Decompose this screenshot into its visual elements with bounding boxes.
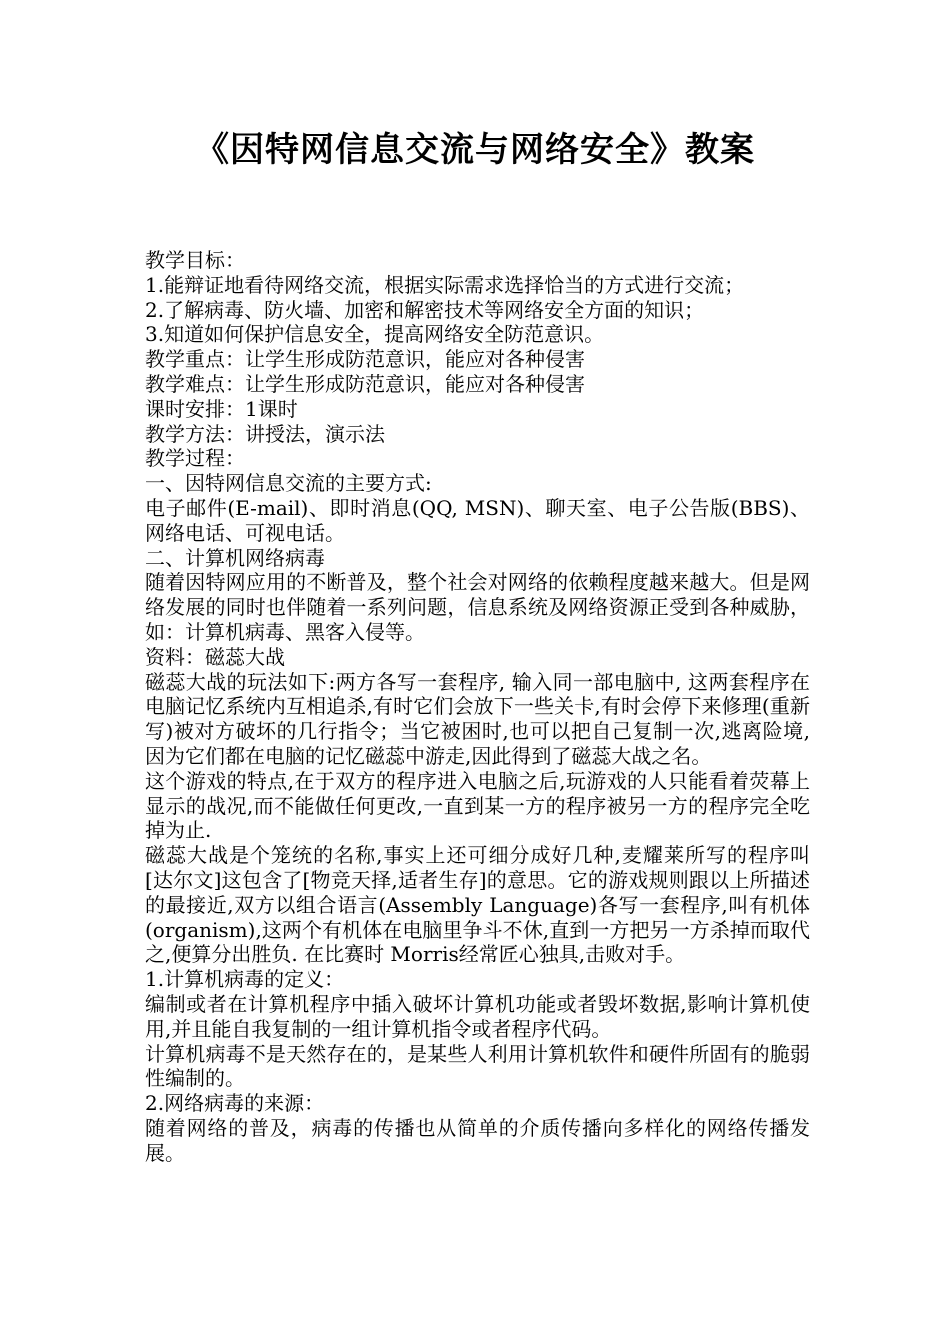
- paragraph-objectives-heading: 教学目标：: [145, 248, 245, 272]
- document-title: 《因特网信息交流与网络安全》教案: [195, 130, 755, 170]
- paragraph-difficulty: 教学难点：让学生形成防范意识，能应对各种侵害: [145, 371, 585, 396]
- paragraph-objective-3: 3.知道如何保护信息安全，提高网络安全防范意识。: [145, 322, 605, 347]
- paragraph-core-war-features: 这个游戏的特点,在于双方的程序进入电脑之后,玩游戏的人只能看着荧幕上显示的战况,而不能做任何更改,一直到某一方的程序被另一方的程序完全吃掉为止.: [145, 768, 810, 843]
- paragraph-teaching-method: 教学方法：讲授法，演示法: [145, 421, 385, 446]
- section-heading-2: 二、计算机网络病毒: [145, 545, 325, 570]
- paragraph-class-hours: 课时安排：1课时: [145, 396, 298, 421]
- paragraph-core-war-darwin: 磁蕊大战是个笼统的名称,事实上还可细分成好几种,麦耀莱所写的程序叫 [达尔文]这包含了[物竞天择,适者生存]的意思。它的游戏规则跟以上所描述的最接近,双方以组合语言(Assembly Language)各写一套程序,叫有机体(organism),这两个有机体在电脑里争斗不休,直到一方把另一方杀掉而取代之,便算分出胜负. 在比赛时 Morris经常匠心独具,击败对手。: [145, 843, 810, 967]
- paragraph-core-war-rules: 磁蕊大战的玩法如下:两方各写一套程序, 输入同一部电脑中, 这两套程序在电脑记忆系统内互相追杀,有时它们会放下一些关卡,有时会停下来修理(重新写)被对方破坏的几行指令；当它被困时,也可以把自己复制一次,逃离险境,因为它们都在电脑的记忆磁蕊中游走,因此得到了磁蕊大战之名。: [145, 669, 810, 768]
- paragraph-communication-methods: 电子邮件(E-mail)、即时消息(QQ, MSN)、聊天室、电子公告版(BBS)、网络电话、可视电话。: [145, 495, 810, 545]
- subsection-heading-virus-definition: 1.计算机病毒的定义：: [145, 967, 345, 992]
- paragraph-process-heading: 教学过程：: [145, 446, 245, 471]
- paragraph-key-point: 教学重点：让学生形成防范意识，能应对各种侵害: [145, 347, 585, 372]
- paragraph-material-heading: 资料：磁蕊大战: [145, 644, 285, 669]
- paragraph-virus-spread: 随着网络的普及，病毒的传播也从简单的介质传播向多样化的网络传播发展。: [145, 1115, 810, 1165]
- section-heading-1: 一、因特网信息交流的主要方式:: [145, 471, 432, 496]
- document-body: [145, 248, 810, 1165]
- paragraph-objective-1: 1.能辩证地看待网络交流，根据实际需求选择恰当的方式进行交流；: [145, 272, 745, 297]
- subsection-heading-virus-source: 2.网络病毒的来源：: [145, 1091, 325, 1116]
- paragraph-network-threats: 随着因特网应用的不断普及，整个社会对网络的依赖程度越来越大。但是网络发展的同时也伴随着一系列问题，信息系统及网络资源正受到各种威胁，如：计算机病毒、黑客入侵等。: [145, 570, 810, 644]
- paragraph-virus-definition: 编制或者在计算机程序中插入破坏计算机功能或者毁坏数据,影响计算机使用,并且能自我复制的一组计算机指令或者程序代码。: [145, 991, 810, 1041]
- paragraph-virus-origin: 计算机病毒不是天然存在的，是某些人利用计算机软件和硬件所固有的脆弱性编制的。: [145, 1041, 810, 1091]
- paragraph-objective-2: 2.了解病毒、防火墙、加密和解密技术等网络安全方面的知识；: [145, 297, 705, 322]
